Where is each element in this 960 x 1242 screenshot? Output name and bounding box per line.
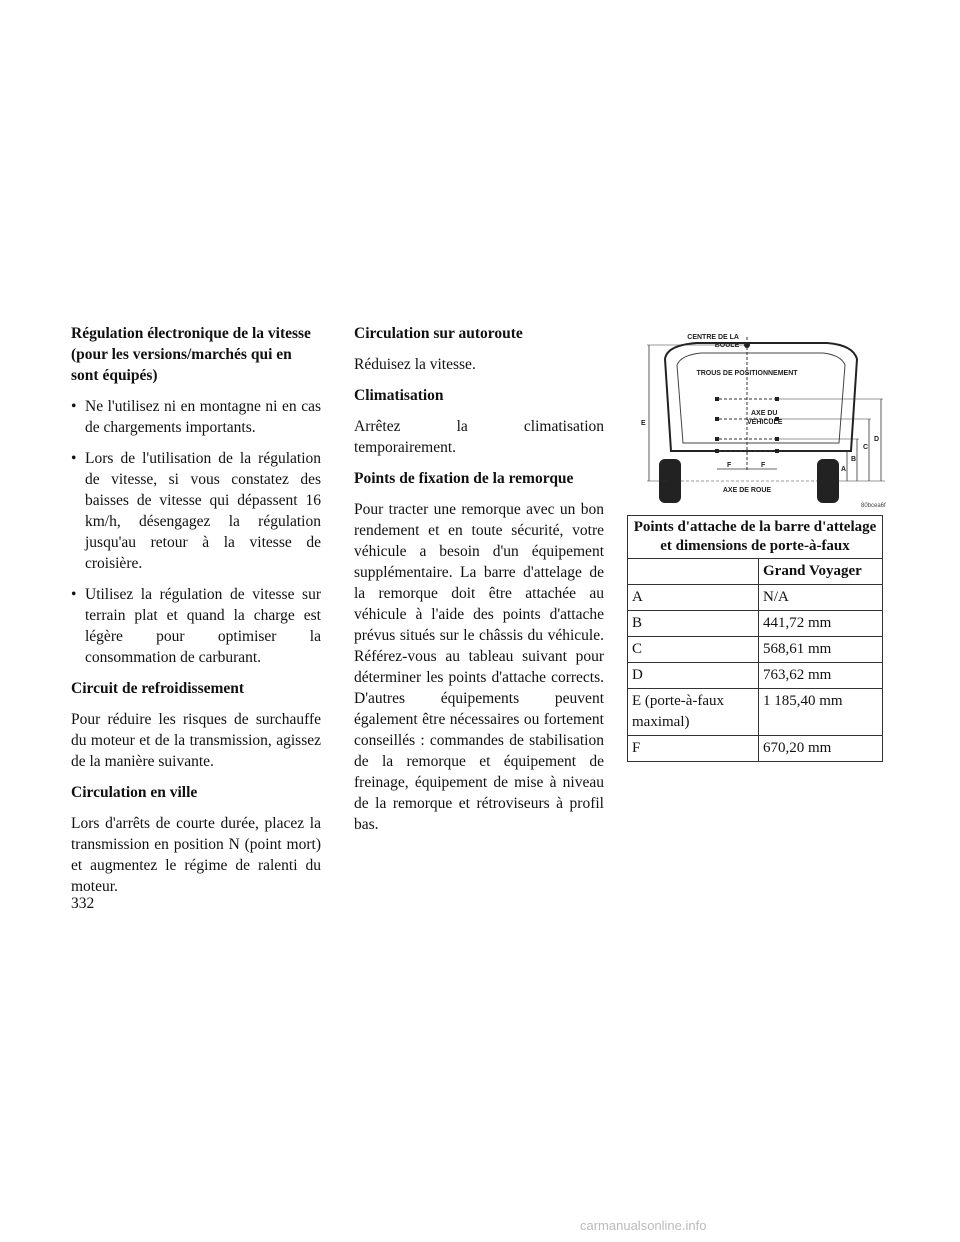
footer-watermark: carmanualsonline.info xyxy=(580,1218,707,1233)
bullet-icon: • xyxy=(71,398,77,415)
air-conditioning-heading: Climatisation xyxy=(354,387,444,404)
row-value: N/A xyxy=(759,585,883,611)
bullet-icon: • xyxy=(71,586,77,603)
right-wheel xyxy=(817,459,839,503)
row-label: F xyxy=(628,736,759,762)
column-header: Grand Voyager xyxy=(759,559,883,585)
row-label: C xyxy=(628,637,759,663)
table-header-row xyxy=(628,559,883,585)
dimension-c-label: C xyxy=(863,444,869,451)
ball-center-label: CENTRE DE LA xyxy=(687,334,739,341)
cruise-control-list xyxy=(71,396,321,668)
table-title: Points d'attache de la barre d'attelage et dimensions de porte-à-faux xyxy=(628,516,883,559)
table-row xyxy=(628,663,883,689)
list-item xyxy=(71,448,321,574)
hole-marker xyxy=(775,397,779,401)
table-title-row xyxy=(628,516,883,559)
city-driving-paragraph: Lors d'arrêts de courte durée, placez la transmission en position N (point mort) et augmentez le régime de ralenti du moteur. xyxy=(71,815,321,895)
table-row xyxy=(628,736,883,762)
hole-marker xyxy=(715,417,719,421)
row-label: B xyxy=(628,611,759,637)
vehicle-axis-label-2: VÉHICULE xyxy=(747,419,783,426)
left-column xyxy=(71,323,321,907)
table-empty-header xyxy=(628,559,759,585)
hole-marker xyxy=(715,449,719,453)
hole-marker xyxy=(775,449,779,453)
row-value: 568,61 mm xyxy=(759,637,883,663)
air-conditioning-paragraph: Arrêtez la climatisation temporairement. xyxy=(354,418,604,456)
row-value: 441,72 mm xyxy=(759,611,883,637)
city-driving-heading: Circulation en ville xyxy=(71,784,198,801)
list-item-text: Lors de l'utilisation de la régulation de vitesse, si vous constatez des baisses de vitesse qui dépassent 16 km/h, désengagez la régulation jusqu'au retour à la vitesse de croisière. xyxy=(85,450,321,572)
table-row xyxy=(628,585,883,611)
row-value: 1 185,40 mm xyxy=(759,689,883,736)
hole-marker xyxy=(715,397,719,401)
bullet-icon: • xyxy=(71,450,77,467)
hitch-diagram-svg xyxy=(627,331,887,511)
table-row xyxy=(628,611,883,637)
hitch-diagram xyxy=(627,331,887,511)
list-item xyxy=(71,584,321,668)
dimension-f-label: F xyxy=(727,462,732,469)
positioning-holes-label: TROUS DE POSITIONNEMENT xyxy=(696,370,798,377)
page-number: 332 xyxy=(71,895,95,912)
ball-center-point xyxy=(744,342,750,348)
highway-paragraph: Réduisez la vitesse. xyxy=(354,356,476,373)
dimension-f-label: F xyxy=(761,462,766,469)
vehicle-outline xyxy=(665,343,857,451)
table-row xyxy=(628,637,883,663)
row-value: 670,20 mm xyxy=(759,736,883,762)
middle-column xyxy=(354,323,604,845)
row-label: A xyxy=(628,585,759,611)
cruise-control-heading: Régulation électronique de la vitesse (pour les versions/marchés qui en sont équipés) xyxy=(71,325,311,384)
ball-center-label-2: BOULE xyxy=(714,342,740,349)
right-column xyxy=(627,323,887,762)
row-label: E (porte-à-faux maximal) xyxy=(628,689,759,736)
row-label: D xyxy=(628,663,759,689)
trailer-mounting-heading: Points de fixation de la remorque xyxy=(354,470,574,487)
dimension-d-label: D xyxy=(874,436,880,443)
list-item-text: Utilisez la régulation de vitesse sur terrain plat et quand la charge est légère pour optimiser la consommation de carburant. xyxy=(85,586,321,666)
cooling-system-heading: Circuit de refroidissement xyxy=(71,680,245,697)
hitch-dimensions-table xyxy=(627,515,883,762)
list-item-text: Ne l'utilisez ni en montagne ni en cas de chargements importants. xyxy=(85,398,321,436)
trailer-mounting-paragraph: Pour tracter une remorque avec un bon rendement et en toute sécurité, votre véhicule a besoin d'un équipement supplémentaire. La barre d'attelage de la remorque doit être attachée au véhicule à l'aide des points d'attache prévus situés sur le châssis du véhicule. Référez-vous au tableau suivant pour déterminer les points d'attache corrects. D'autres équipements peuvent également être nécessaires ou fortement conseillés : commandes de stabilisation de la remorque et équipement de freinage, équipement de mise à niveau de la remorque et rétroviseurs à profil bas. xyxy=(354,501,604,833)
dimension-a-label: A xyxy=(841,466,847,473)
vehicle-axis-label: AXE DU xyxy=(751,410,778,417)
frame-outline xyxy=(677,353,845,443)
list-item xyxy=(71,396,321,438)
table-row xyxy=(628,689,883,736)
dimension-e-label: E xyxy=(641,420,646,427)
figure-code: 80bcea6f xyxy=(861,503,886,509)
highway-heading: Circulation sur autoroute xyxy=(354,325,523,342)
dimension-b-label: B xyxy=(851,456,857,463)
hole-marker xyxy=(715,437,719,441)
hole-marker xyxy=(775,437,779,441)
row-value: 763,62 mm xyxy=(759,663,883,689)
wheel-axis-label: AXE DE ROUE xyxy=(722,487,772,494)
cooling-system-paragraph: Pour réduire les risques de surchauffe du moteur et de la transmission, agissez de la manière suivante. xyxy=(71,711,321,770)
